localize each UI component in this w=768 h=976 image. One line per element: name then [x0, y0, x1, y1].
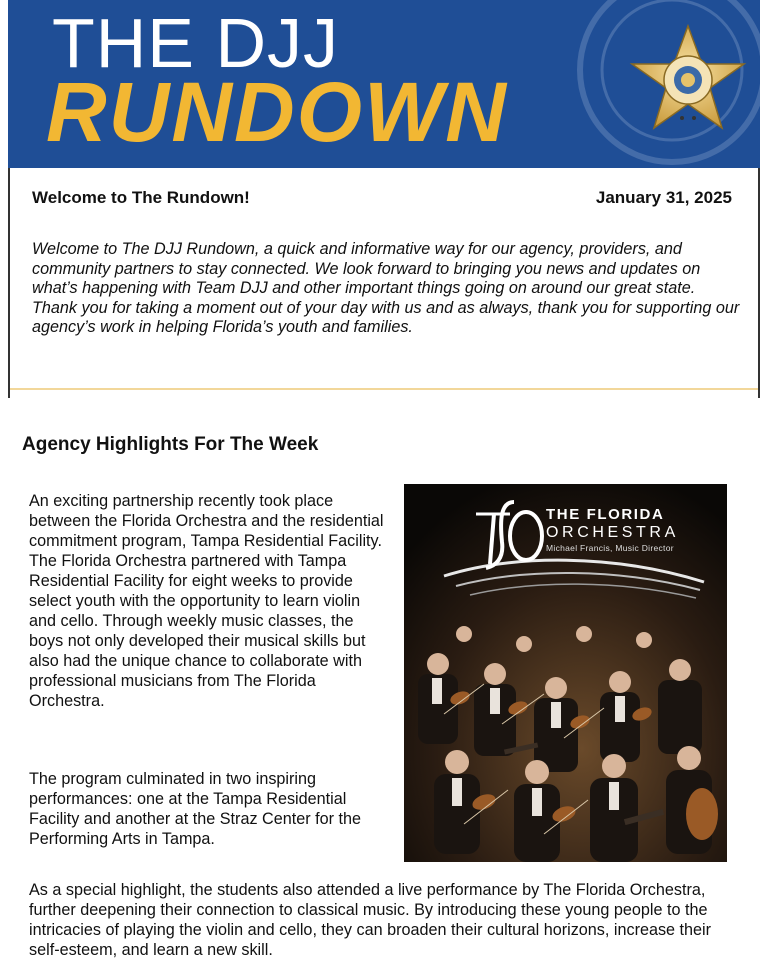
- welcome-body-text: Welcome to The DJJ Rundown, a quick and informative way for our agency, providers, and community partners to stay connected. We look forward to bringing you news and updates on what’s happening with Team DJJ and other important things going on around our great state. Thank you for taking a moment out of your day with us and as always, thank you for supporting our agency’s work in helping Florida’s youth and families.: [32, 240, 740, 337]
- newsletter-banner: [8, 0, 760, 168]
- orchestra-logo-line-3: Michael Francis, Music Director: [546, 543, 674, 553]
- masthead-title-bottom: RUNDOWN: [46, 65, 508, 159]
- welcome-heading: Welcome to The Rundown!: [32, 188, 250, 207]
- highlights-paragraph-3: As a special highlight, the students also attended a live performance by The Florida Orchestra, further deepening their connection to classical music. By introducing these young people to the intricacies of playing the violin and cello, they can broaden their cultural horizons, increase their self-esteem, and learn a new skill.: [29, 881, 712, 959]
- orchestra-logo-line-1: THE FLORIDA: [546, 506, 665, 523]
- masthead-title-top: THE DJJ: [52, 4, 339, 82]
- issue-date: January 31, 2025: [595, 188, 732, 207]
- florida-orchestra-photo: [404, 484, 727, 862]
- highlights-paragraph-2: The program culminated in two inspiring performances: one at the Tampa Residential Facility and another at the Straz Center for the Performing Arts in Tampa.: [29, 770, 362, 848]
- highlights-paragraph-1: An exciting partnership recently took place between the Florida Orchestra and the residential commitment program, Tampa Residential Facility. The Florida Orchestra partnered with Tampa Residential Facility for eight weeks to provide select youth with the opportunity to learn violin and cello. Through weekly music classes, the boys not only developed their musical skills but also had the unique chance to collaborate with professional musicians from The Florida Orchestra.: [29, 492, 384, 710]
- highlights-heading: Agency Highlights For The Week: [22, 434, 319, 455]
- florida-djj-seal-icon: [626, 24, 750, 148]
- section-divider: [10, 388, 758, 390]
- tfo-logo-icon: [466, 492, 546, 570]
- orchestra-logo-line-2: ORCHESTRA: [546, 524, 679, 541]
